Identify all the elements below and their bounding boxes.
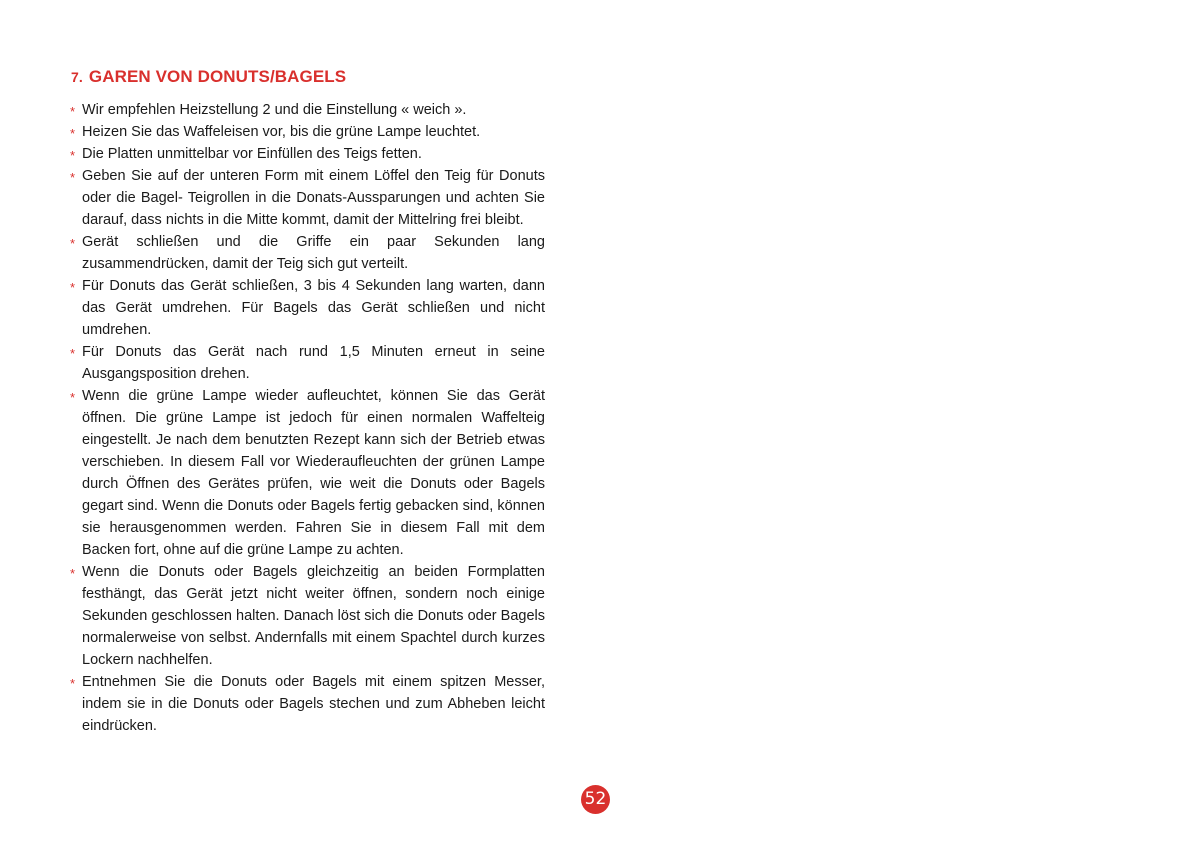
list-item	[71, 561, 545, 671]
list-item-text: Für Donuts das Gerät schließen, 3 bis 4 Sekunden lang warten, dann das Gerät umdrehen. Für Bagels das Gerät schließen und nicht umdrehen.	[82, 278, 545, 338]
list-item	[71, 121, 545, 143]
asterisk-bullet-icon: *	[70, 346, 76, 361]
list-item-text: Die Platten unmittelbar vor Einfüllen des Teigs fetten.	[82, 146, 422, 162]
list-item	[71, 275, 545, 341]
list-item	[71, 165, 545, 231]
instruction-section	[71, 66, 545, 737]
section-number: 7.	[71, 69, 83, 85]
asterisk-bullet-icon: *	[70, 148, 76, 163]
list-item-text: Geben Sie auf der unteren Form mit einem Löffel den Teig für Donuts oder die Bagel- Teigrollen in die Donats-Aussparungen und achten Sie darauf, dass nichts in die Mitte kommt, damit der Mittelring frei bleibt.	[82, 168, 545, 228]
asterisk-bullet-icon: *	[70, 236, 76, 251]
page-number-badge: 52	[581, 785, 610, 814]
instruction-list	[71, 99, 545, 737]
list-item	[71, 385, 545, 561]
list-item-text: Wenn die Donuts oder Bagels gleichzeitig an beiden Formplatten festhängt, das Gerät jetzt nicht weiter öffnen, sondern noch einige Sekunden geschlossen halten. Danach löst sich die Donuts oder Bagels normalerweise von selbst. Andernfalls mit einem Spachtel durch kurzes Lockern nachhelfen.	[82, 564, 545, 668]
section-title-text: GAREN VON DONUTS/BAGELS	[88, 67, 347, 86]
list-item	[71, 231, 545, 275]
list-item-text: Für Donuts das Gerät nach rund 1,5 Minuten erneut in seine Ausgangsposition drehen.	[82, 344, 545, 382]
list-item-text: Heizen Sie das Waffeleisen vor, bis die grüne Lampe leuchtet.	[82, 124, 481, 140]
asterisk-bullet-icon: *	[70, 170, 76, 185]
asterisk-bullet-icon: *	[70, 126, 76, 141]
list-item-text: Wir empfehlen Heizstellung 2 und die Einstellung « weich ».	[82, 102, 467, 118]
list-item-text: Entnehmen Sie die Donuts oder Bagels mit einem spitzen Messer, indem sie in die Donuts oder Bagels stechen und zum Abheben leicht eindrücken.	[82, 674, 545, 734]
list-item-text: Wenn die grüne Lampe wieder aufleuchtet, können Sie das Gerät öffnen. Die grüne Lampe ist jedoch für einen normalen Waffelteig eingestellt. Je nach dem benutzten Rezept kann sich der Betrieb etwas verschieben. In diesem Fall vor Wiederaufleuchten der grünen Lampe durch Öffnen des Gerätes prüfen, wie weit die Donuts oder Bagels gegart sind. Wenn die Donuts oder Bagels fertig gebacken sind, können sie herausgenommen werden. Fahren Sie in diesem Fall mit dem Backen fort, ohne auf die grüne Lampe zu achten.	[82, 388, 545, 558]
list-item	[71, 99, 545, 121]
section-title	[71, 66, 545, 88]
list-item-text: Gerät schließen und die Griffe ein paar Sekunden lang zusammendrücken, damit der Teig sich gut verteilt.	[82, 234, 545, 272]
asterisk-bullet-icon: *	[70, 566, 76, 581]
list-item	[71, 341, 545, 385]
asterisk-bullet-icon: *	[70, 104, 76, 119]
asterisk-bullet-icon: *	[70, 676, 76, 691]
asterisk-bullet-icon: *	[70, 390, 76, 405]
list-item	[71, 671, 545, 737]
list-item	[71, 143, 545, 165]
asterisk-bullet-icon: *	[70, 280, 76, 295]
